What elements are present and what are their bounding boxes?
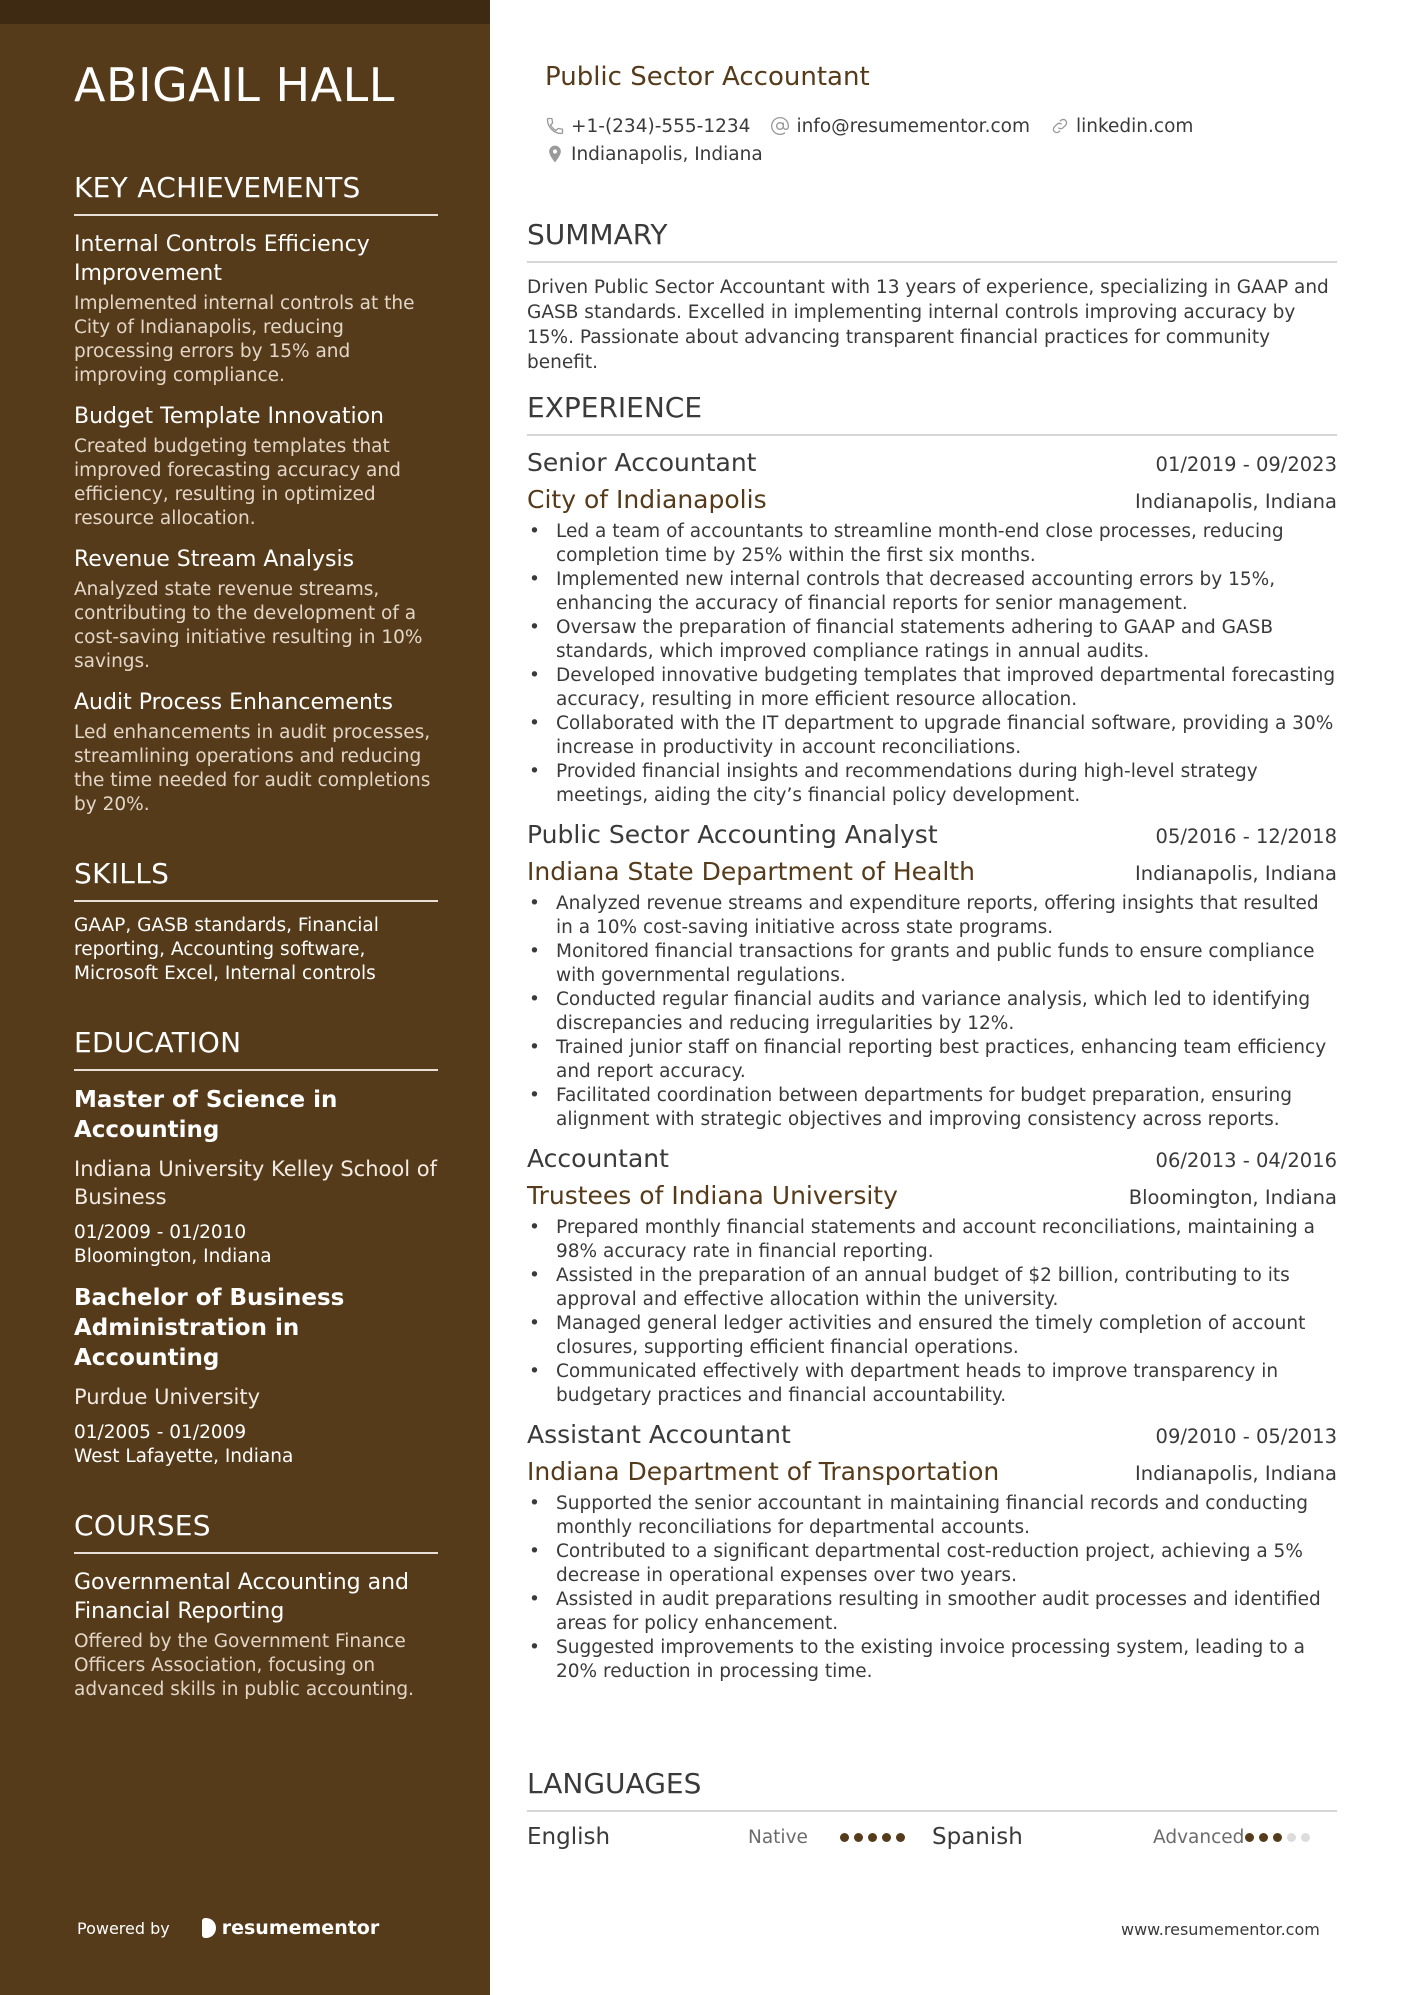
job-dates: 05/2016 - 12/2018 — [1155, 825, 1337, 848]
course-description: Offered by the Government Finance Officers Association, focusing on advanced skills in public accounting. — [74, 1631, 415, 1701]
summary-section — [527, 218, 1337, 375]
language-rating — [840, 1833, 910, 1842]
experience-heading: EXPERIENCE — [527, 391, 1337, 436]
achievement-title: Audit Process Enhancements — [74, 690, 393, 716]
job-company: City of Indianapolis — [527, 485, 767, 514]
job-bullet: • Trained junior staff on financial reporting best practices, enhancing team efficiency and report accuracy. — [527, 1036, 1337, 1084]
footer-url[interactable]: www.resumementor.com — [1121, 1920, 1320, 1939]
rating-dot-filled — [854, 1833, 863, 1842]
achievement-description: Implemented internal controls at the City of Indianapolis, reducing processing errors by 15% and improving compliance. — [74, 293, 415, 387]
course-title: Governmental Accounting and Financial Reporting — [74, 1570, 410, 1625]
job-header — [527, 448, 1337, 477]
job-bullet: • Monitored financial transactions for grants and public funds to ensure compliance with governmental regulations. — [527, 940, 1337, 988]
education-location: West Lafayette, Indiana — [74, 1446, 294, 1468]
language-name: English — [527, 1824, 611, 1850]
course-item — [74, 1568, 438, 1702]
achievement-description: Analyzed state revenue streams, contributing to the development of a cost-saving initiative resulting in 10% savings. — [74, 579, 423, 673]
achievement-title: Budget Template Innovation — [74, 404, 384, 430]
education-degree: Bachelor of Business Administration in Accounting — [74, 1285, 345, 1372]
achievement-item — [74, 688, 438, 817]
education-section — [74, 1026, 438, 1469]
location-text: Indianapolis, Indiana — [571, 143, 763, 165]
education-school: Purdue University — [74, 1385, 261, 1410]
brand-logo[interactable] — [202, 1917, 380, 1939]
email-text: info@resumementor.com — [796, 115, 1030, 137]
job-header — [527, 1144, 1337, 1173]
contact-email[interactable] — [770, 116, 1030, 137]
achievement-title: Internal Controls Efficiency Improvement — [74, 232, 370, 287]
job-subheader — [527, 1457, 1337, 1486]
job-location: Indianapolis, Indiana — [1134, 862, 1337, 885]
job-bullet: • Implemented new internal controls that decreased accounting errors by 15%, enhancing the accuracy of financial reports for senior management. — [527, 568, 1337, 616]
link-icon — [1050, 116, 1070, 136]
job-entry — [527, 1420, 1337, 1684]
job-bullet: • Assisted in audit preparations resulting in smoother audit processes and identified areas for policy enhancement. — [527, 1588, 1337, 1636]
sidebar — [0, 0, 490, 1995]
job-header — [527, 820, 1337, 849]
job-location: Indianapolis, Indiana — [1134, 490, 1337, 513]
candidate-name: ABIGAIL HALL — [74, 58, 395, 112]
location-pin-icon — [545, 144, 565, 164]
job-bullet: • Collaborated with the IT department to upgrade financial software, providing a 30% increase in productivity in account reconciliations. — [527, 712, 1337, 760]
achievement-description: Created budgeting templates that improved forecasting accuracy and efficiency, resulting in optimized resource allocation. — [74, 436, 401, 530]
achievement-item — [74, 545, 438, 674]
contact-linkedin[interactable] — [1050, 116, 1193, 137]
job-bullets — [527, 1492, 1337, 1684]
job-location: Indianapolis, Indiana — [1134, 1462, 1337, 1485]
rating-dot-filled — [840, 1833, 849, 1842]
job-bullet: • Led a team of accountants to streamline month-end close processes, reducing completion time by 25% within the first six months. — [527, 520, 1337, 568]
contact-info — [545, 112, 1213, 168]
education-item — [74, 1283, 438, 1469]
job-bullet: • Assisted in the preparation of an annual budget of $2 billion, contributing to its approval and effective allocation within the university. — [527, 1264, 1337, 1312]
job-bullet: • Managed general ledger activities and ensured the timely completion of account closures, supporting efficient financial operations. — [527, 1312, 1337, 1360]
rating-dot-filled — [1259, 1833, 1268, 1842]
phone-icon — [545, 116, 565, 136]
education-meta — [74, 1221, 438, 1269]
language-rating — [1245, 1833, 1315, 1842]
achievements-section — [74, 171, 438, 817]
education-heading: EDUCATION — [74, 1026, 438, 1071]
skills-section — [74, 857, 438, 986]
job-role: Senior Accountant — [527, 448, 757, 477]
achievement-item — [74, 402, 438, 531]
job-entry — [527, 1144, 1337, 1408]
job-bullet: • Developed innovative budgeting templates that improved departmental forecasting accuracy, resulting in more efficient resource allocation. — [527, 664, 1337, 712]
education-degree: Master of Science in Accounting — [74, 1087, 338, 1144]
job-subheader — [527, 1181, 1337, 1210]
job-company: Indiana State Department of Health — [527, 857, 975, 886]
achievements-heading: KEY ACHIEVEMENTS — [74, 171, 438, 216]
job-bullets — [527, 892, 1337, 1132]
job-role: Accountant — [527, 1144, 669, 1173]
job-location: Bloomington, Indiana — [1128, 1186, 1337, 1209]
education-item — [74, 1085, 438, 1269]
job-bullet: • Contributed to a significant departmental cost-reduction project, achieving a 5% decrease in operational expenses over two years. — [527, 1540, 1337, 1588]
education-dates: 01/2005 - 01/2009 — [74, 1422, 247, 1444]
achievement-title: Revenue Stream Analysis — [74, 547, 355, 573]
achievement-item — [74, 230, 438, 388]
summary-text: Driven Public Sector Accountant with 13 years of experience, specializing in GAAP and GASB standards. Excelled in implementing internal controls improving accuracy by 15%. Passionate about advancing transparent financial practices for community benefit. — [527, 277, 1329, 373]
language-level: Advanced — [1153, 1826, 1245, 1848]
job-bullet: • Conducted regular financial audits and variance analysis, which led to identifying discrepancies and reducing irregularities by 12%. — [527, 988, 1337, 1036]
job-role: Assistant Accountant — [527, 1420, 791, 1449]
achievement-description: Led enhancements in audit processes, streamlining operations and reducing the time needed for audit completions by 20%. — [74, 722, 431, 816]
education-meta — [74, 1421, 438, 1469]
job-bullet: • Prepared monthly financial statements and account reconciliations, maintaining a 98% accuracy rate in financial reporting. — [527, 1216, 1337, 1264]
skills-heading: SKILLS — [74, 857, 438, 902]
language-level: Native — [748, 1826, 808, 1848]
summary-heading: SUMMARY — [527, 218, 1337, 263]
job-bullets — [527, 1216, 1337, 1408]
job-bullet: • Communicated effectively with department heads to improve transparency in budgetary practices and financial accountability. — [527, 1360, 1337, 1408]
job-company: Trustees of Indiana University — [527, 1181, 898, 1210]
job-bullet: • Oversaw the preparation of financial statements adhering to GAAP and GASB standards, which improved compliance ratings in annual audits. — [527, 616, 1337, 664]
experience-section — [527, 391, 1337, 1684]
job-bullet: • Provided financial insights and recommendations during high-level strategy meetings, aiding the city’s financial policy development. — [527, 760, 1337, 808]
education-dates: 01/2009 - 01/2010 — [74, 1222, 247, 1244]
contact-location — [545, 144, 763, 165]
job-entry — [527, 448, 1337, 808]
powered-by — [77, 1917, 379, 1939]
rating-dot-filled — [896, 1833, 905, 1842]
brand-logo-icon — [202, 1918, 216, 1938]
contact-phone[interactable] — [545, 116, 750, 137]
courses-heading: COURSES — [74, 1509, 438, 1554]
courses-section — [74, 1509, 438, 1702]
languages-section — [527, 1767, 1337, 1850]
job-dates: 01/2019 - 09/2023 — [1155, 453, 1337, 476]
phone-text: +1-(234)-555-1234 — [571, 115, 751, 137]
job-entry — [527, 820, 1337, 1132]
job-dates: 06/2013 - 04/2016 — [1155, 1149, 1337, 1172]
job-bullet: • Analyzed revenue streams and expenditure reports, offering insights that resulted in a 10% cost-saving initiative across state programs. — [527, 892, 1337, 940]
job-bullet: • Facilitated coordination between departments for budget preparation, ensuring alignment with strategic objectives and improving consistency across reports. — [527, 1084, 1337, 1132]
education-school: Indiana University Kelley School of Business — [74, 1157, 437, 1210]
job-bullets — [527, 520, 1337, 808]
rating-dot-filled — [1273, 1833, 1282, 1842]
education-location: Bloomington, Indiana — [74, 1246, 272, 1268]
language-item — [527, 1824, 932, 1850]
job-role: Public Sector Accounting Analyst — [527, 820, 938, 849]
rating-dot-empty — [1301, 1833, 1310, 1842]
job-bullet: • Supported the senior accountant in maintaining financial records and conducting monthly reconciliations for departmental accounts. — [527, 1492, 1337, 1540]
languages-heading: LANGUAGES — [527, 1767, 1337, 1812]
language-name: Spanish — [932, 1824, 1023, 1850]
rating-dot-filled — [868, 1833, 877, 1842]
language-item — [932, 1824, 1337, 1850]
rating-dot-empty — [1287, 1833, 1296, 1842]
job-subheader — [527, 857, 1337, 886]
job-bullet: • Suggested improvements to the existing invoice processing system, leading to a 20% reduction in processing time. — [527, 1636, 1337, 1684]
brand-name: resumementor — [221, 1917, 380, 1939]
job-dates: 09/2010 - 05/2013 — [1155, 1425, 1337, 1448]
job-company: Indiana Department of Transportation — [527, 1457, 1000, 1486]
rating-dot-filled — [882, 1833, 891, 1842]
job-header — [527, 1420, 1337, 1449]
powered-by-label: Powered by — [77, 1918, 170, 1938]
skills-list: GAAP, GASB standards, Financial reporting, Accounting software, Microsoft Excel, Internal controls — [74, 915, 379, 985]
linkedin-text: linkedin.com — [1075, 115, 1194, 137]
headline: Public Sector Accountant — [545, 62, 870, 92]
sidebar-top-bar — [0, 0, 490, 24]
rating-dot-filled — [1245, 1833, 1254, 1842]
at-sign-icon — [770, 116, 790, 136]
job-subheader — [527, 485, 1337, 514]
